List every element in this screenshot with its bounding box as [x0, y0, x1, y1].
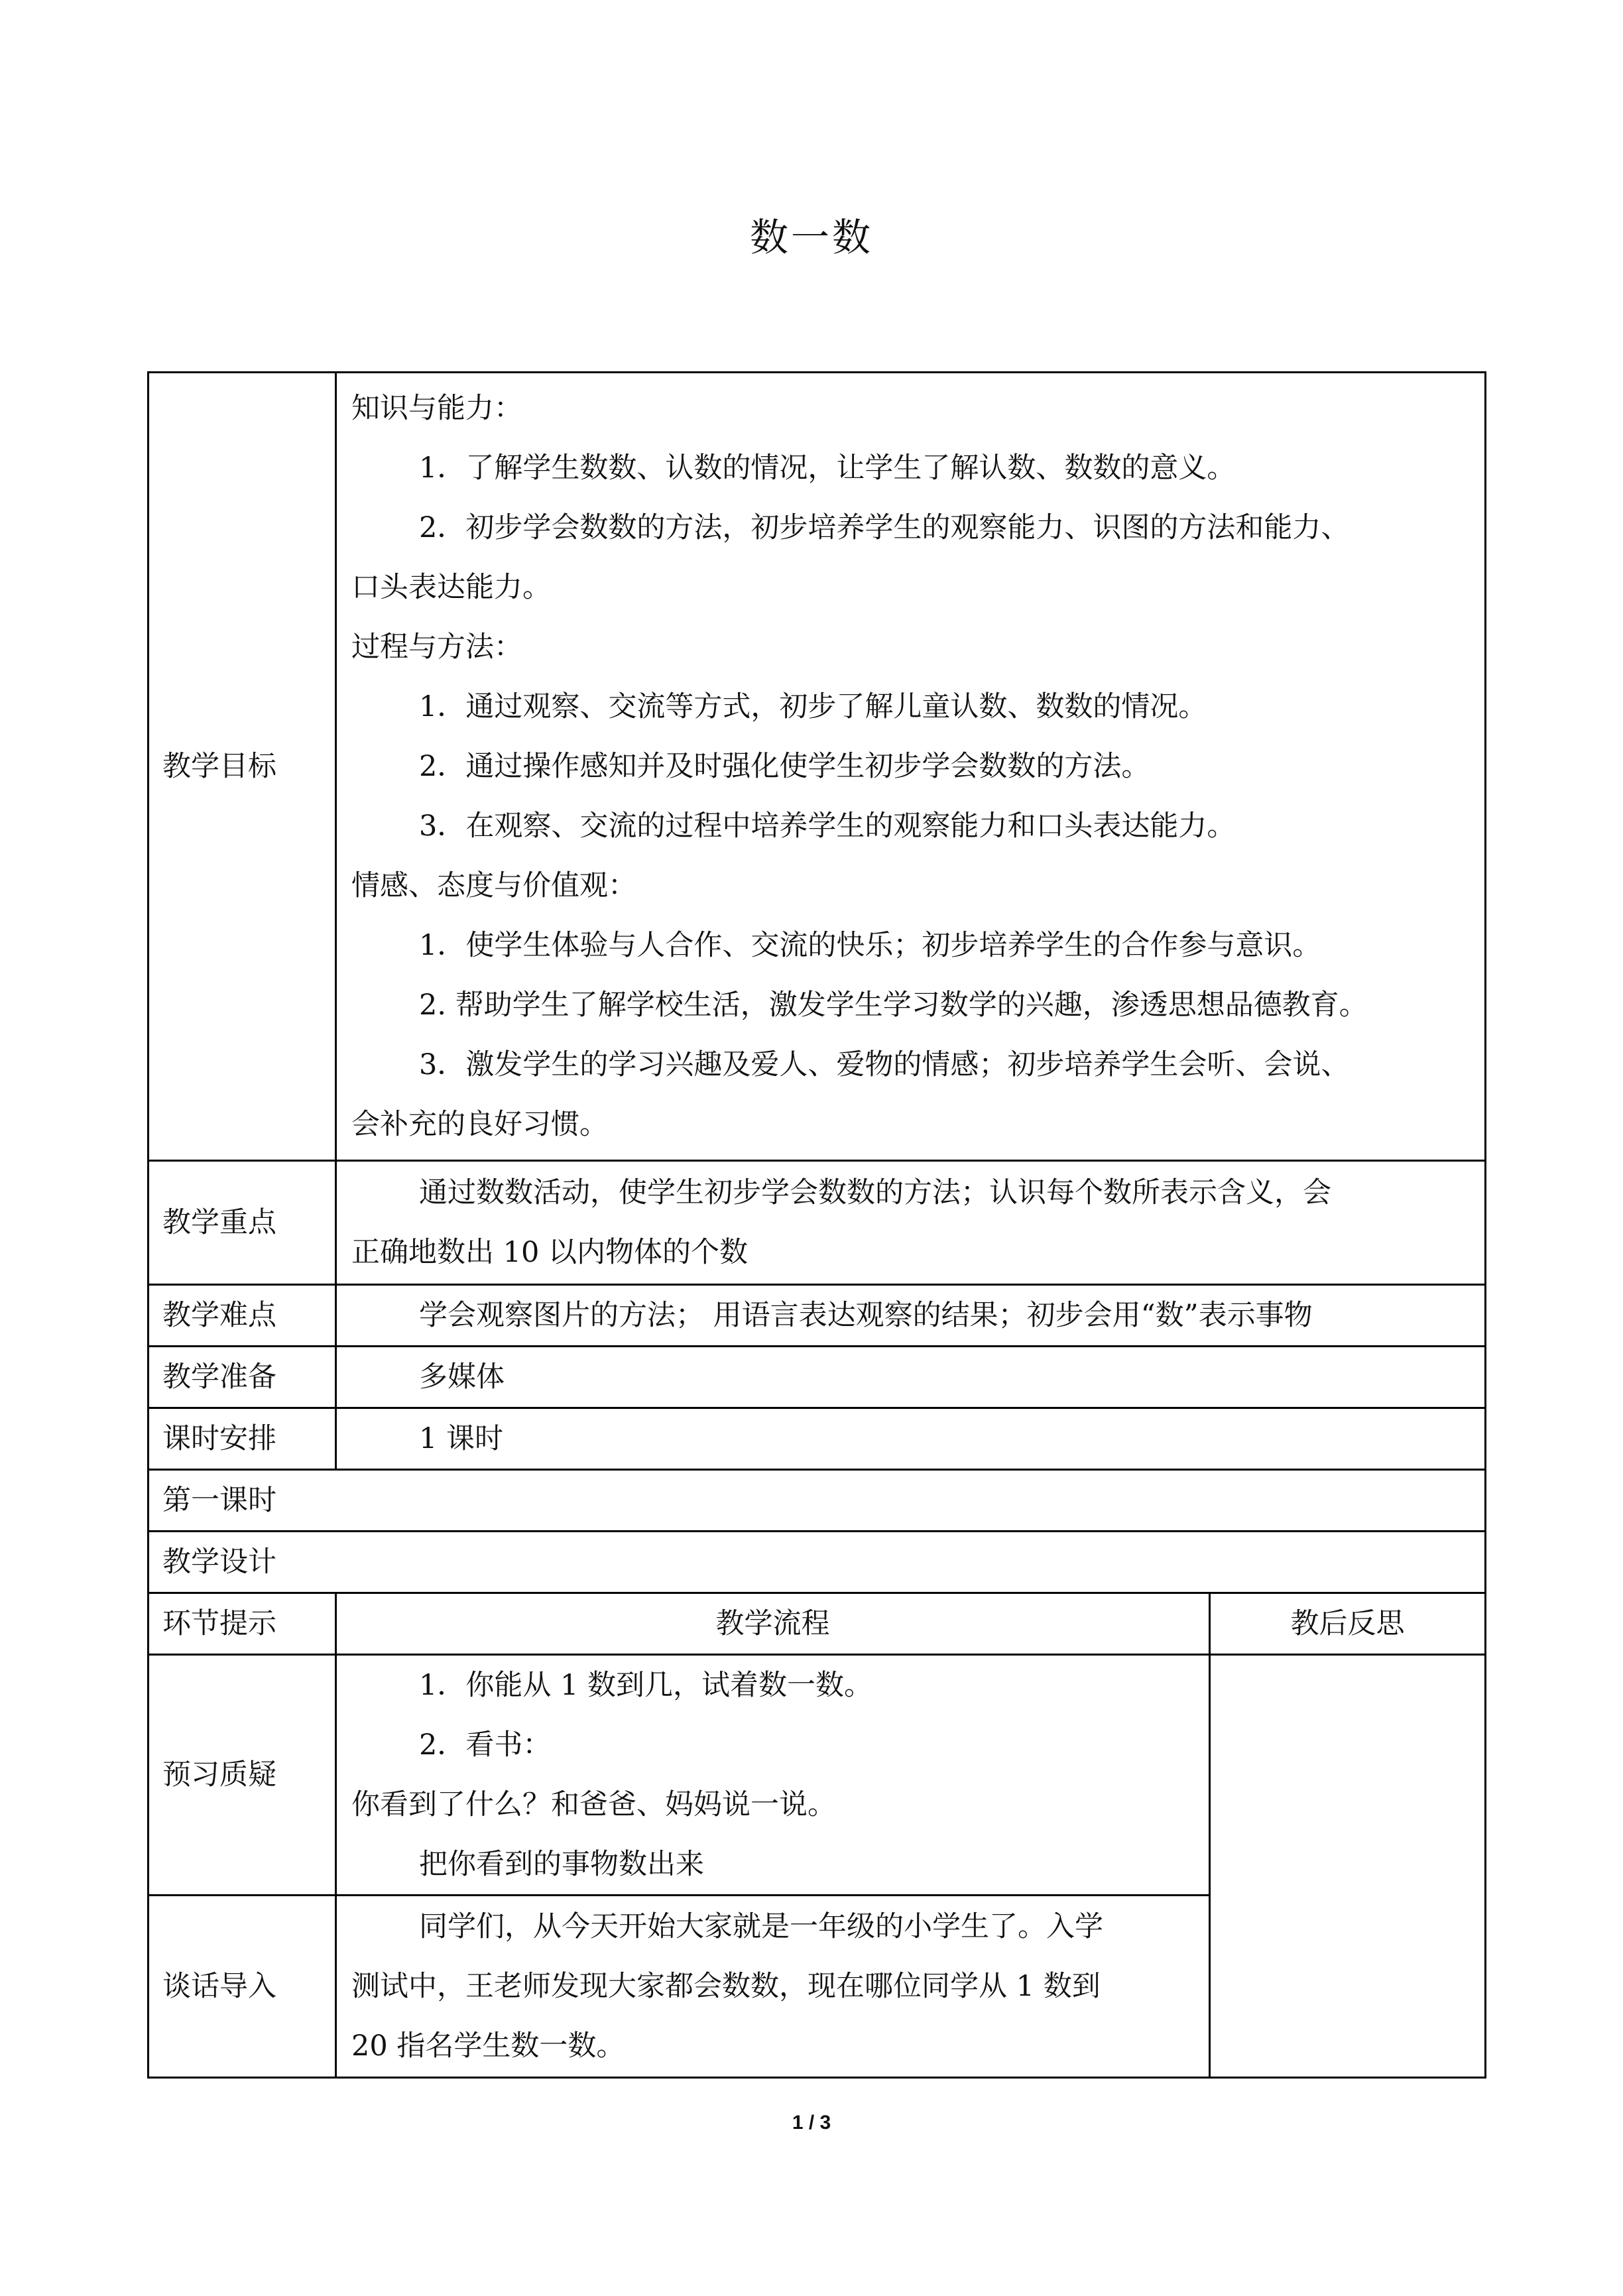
key-points-line: 正确地数出 10 以内物体的个数 — [351, 1236, 749, 1269]
preview-row — [149, 1655, 1486, 1896]
preparation-text: 多媒体 — [419, 1360, 505, 1394]
intro-line: 20 指名学生数一数。 — [351, 2029, 625, 2063]
preparation-row — [149, 1347, 1486, 1408]
difficulties-label: 教学难点 — [149, 1285, 336, 1347]
intro-label: 谈话导入 — [149, 1896, 336, 2078]
knowledge-item-continued: 口头表达能力。 — [351, 571, 551, 604]
page-number: 1 / 3 — [792, 2112, 831, 2134]
emotion-item: 2. 帮助学生了解学校生活，激发学生学习数学的兴趣，渗透思想品德教育。 — [419, 989, 1368, 1022]
teaching-goals-content — [336, 373, 1486, 1161]
design-row — [149, 1532, 1486, 1593]
preview-line: 2．看书： — [419, 1728, 552, 1762]
emotion-item: 1．使学生体验与人合作、交流的快乐；初步培养学生的合作参与意识。 — [419, 929, 1321, 962]
emotion-item: 3．激发学生的学习兴趣及爱人、爱物的情感；初步培养学生会听、会说、 — [419, 1048, 1350, 1081]
process-heading: 过程与方法： — [351, 631, 522, 664]
key-points-content — [336, 1161, 1486, 1285]
preparation-label: 教学准备 — [149, 1347, 336, 1408]
preview-content — [336, 1655, 1210, 1896]
reflection-header: 教后反思 — [1210, 1593, 1486, 1655]
process-item: 3．在观察、交流的过程中培养学生的观察能力和口头表达能力。 — [419, 810, 1236, 843]
preview-line: 1．你能从 1 数到几，试着数一数。 — [419, 1669, 873, 1702]
intro-content — [336, 1896, 1210, 2078]
emotion-item-continued: 会补充的良好习惯。 — [351, 1108, 608, 1141]
knowledge-item: 2．初步学会数数的方法，初步培养学生的观察能力、识图的方法和能力、 — [419, 511, 1350, 544]
schedule-content — [336, 1408, 1486, 1470]
key-points-line: 通过数数活动，使学生初步学会数数的方法；认识每个数所表示含义，会 — [419, 1176, 1331, 1209]
key-points-row — [149, 1161, 1486, 1285]
schedule-text: 1 课时 — [419, 1422, 504, 1455]
lesson-plan-table — [147, 371, 1486, 2079]
page-title: 数一数 — [749, 215, 873, 260]
stage-header: 环节提示 — [149, 1593, 336, 1655]
emotion-heading: 情感、态度与价值观： — [351, 869, 636, 902]
schedule-row — [149, 1408, 1486, 1470]
process-item: 2．通过操作感知并及时强化使学生初步学会数数的方法。 — [419, 750, 1150, 783]
process-item: 1．通过观察、交流等方式，初步了解儿童认数、数数的情况。 — [419, 690, 1207, 723]
difficulties-text: 学会观察图片的方法； 用语言表达观察的结果；初步会用“数”表示事物 — [419, 1299, 1313, 1332]
intro-line: 测试中，王老师发现大家都会数数，现在哪位同学从 1 数到 — [351, 1970, 1101, 2003]
preview-line: 把你看到的事物数出来 — [419, 1848, 704, 1881]
key-points-label: 教学重点 — [149, 1161, 336, 1285]
knowledge-item: 1．了解学生数数、认数的情况，让学生了解认数、数数的意义。 — [419, 452, 1236, 485]
knowledge-heading: 知识与能力： — [351, 392, 522, 425]
difficulties-content — [336, 1285, 1486, 1347]
table-header-row — [149, 1593, 1486, 1655]
lesson-one-label: 第一课时 — [149, 1470, 1486, 1532]
teaching-goals-label: 教学目标 — [149, 373, 336, 1161]
intro-line: 同学们，从今天开始大家就是一年级的小学生了。入学 — [419, 1910, 1103, 1943]
teaching-goals-row — [149, 373, 1486, 1161]
flow-header: 教学流程 — [336, 1593, 1210, 1655]
lesson-one-row — [149, 1470, 1486, 1532]
preview-label: 预习质疑 — [149, 1655, 336, 1896]
difficulties-row — [149, 1285, 1486, 1347]
design-label: 教学设计 — [149, 1532, 1486, 1593]
reflection-cell — [1210, 1655, 1486, 2078]
preview-line: 你看到了什么？和爸爸、妈妈说一说。 — [351, 1788, 836, 1821]
preparation-content — [336, 1347, 1486, 1408]
schedule-label: 课时安排 — [149, 1408, 336, 1470]
